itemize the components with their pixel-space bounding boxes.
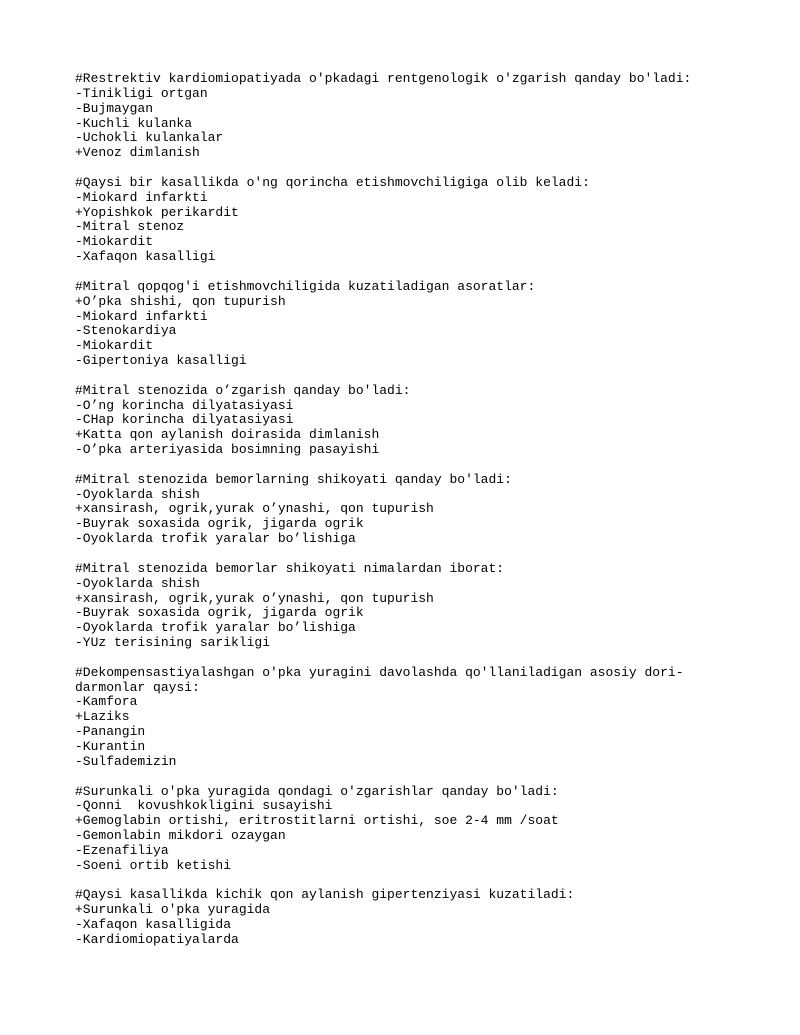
answer-option: -Buyrak soxasida ogrik, jigarda ogrik	[75, 605, 364, 621]
answer-option-correct: +xansirash, ogrik,yurak o’ynashi, qon tupurish	[75, 590, 434, 606]
answer-option-correct: +Venoz dimlanish	[75, 145, 200, 161]
answer-option: -Kardiomiopatiyalarda	[75, 931, 239, 947]
answer-option: -O’ng korincha dilyatasiyasi	[75, 397, 294, 413]
answer-option: -Kamfora	[75, 694, 138, 710]
question-block	[75, 666, 775, 770]
question-block	[75, 280, 775, 369]
answer-option: -Oyoklarda trofik yaralar bo’lishiga	[75, 620, 356, 636]
answer-option: -Sulfademizin	[75, 753, 177, 769]
question-text: #Mitral stenozida bemorlarning shikoyati qanday bo'ladi:	[75, 471, 512, 487]
question-block	[75, 384, 775, 458]
answer-option: -Oyoklarda shish	[75, 575, 200, 591]
question-text: #Surunkali o'pka yuragida qondagi o'zgarishlar qanday bo'ladi:	[75, 783, 559, 799]
answer-option: -Miokard infarkti	[75, 189, 208, 205]
answer-option-correct: +Laziks	[75, 709, 130, 725]
answer-option: -Tinikligi ortgan	[75, 85, 208, 101]
document-page	[75, 72, 775, 963]
answer-option: -CHap korincha dilyatasiyasi	[75, 412, 294, 428]
answer-option: -Soeni ortib ketishi	[75, 857, 232, 873]
answer-option: -Kurantin	[75, 738, 146, 754]
question-text: #Mitral stenozida bemorlar shikoyati nimalardan iborat:	[75, 560, 505, 576]
answer-option: -Buyrak soxasida ogrik, jigarda ogrik	[75, 516, 364, 532]
question-block	[75, 176, 775, 265]
question-text: #Mitral stenozida o’zgarish qanday bo'ladi:	[75, 382, 411, 398]
question-text: #Restrektiv kardiomiopatiyada o'pkadagi rentgenologik o'zgarish qanday bo'ladi:	[75, 71, 692, 86]
answer-option: -Stenokardiya	[75, 323, 177, 339]
answer-option-correct: +O’pka shishi, qon tupurish	[75, 293, 286, 309]
answer-option: -Miokard infarkti	[75, 308, 208, 324]
answer-option: -Oyoklarda shish	[75, 486, 200, 502]
answer-option-correct: +Gemoglabin ortishi, eritrostitlarni ortishi, soe 2-4 mm /soat	[75, 813, 559, 829]
answer-option: -O’pka arteriyasida bosimning pasayishi	[75, 442, 380, 458]
question-text: #Qaysi bir kasallikda o'ng qorincha etishmovchiligiga olib keladi:	[75, 174, 590, 190]
answer-option: -YUz terisining sarikligi	[75, 635, 271, 651]
answer-option: -Panangin	[75, 724, 146, 740]
answer-option: -Xafaqon kasalligi	[75, 249, 216, 265]
answer-option: -Gipertoniya kasalligi	[75, 353, 247, 369]
question-block	[75, 785, 775, 874]
answer-option: -Kuchli kulanka	[75, 115, 193, 131]
answer-option-correct: +Surunkali o'pka yuragida	[75, 902, 271, 918]
answer-option: -Qonni kovushkokligini susayishi	[75, 798, 333, 814]
answer-option: -Ezenafiliya	[75, 842, 169, 858]
answer-option: -Miokardit	[75, 234, 154, 250]
answer-option: -Uchokli kulankalar	[75, 130, 224, 146]
question-block	[75, 562, 775, 651]
answer-option: -Miokardit	[75, 338, 154, 354]
question-block	[75, 888, 775, 947]
answer-option-correct: +Katta qon aylanish doirasida dimlanish	[75, 427, 380, 443]
answer-option: -Bujmaygan	[75, 100, 154, 116]
answer-option: -Oyoklarda trofik yaralar bo’lishiga	[75, 531, 356, 547]
question-text: #Mitral qopqog'i etishmovchiligida kuzatiladigan asoratlar:	[75, 278, 536, 294]
answer-option: -Xafaqon kasalligida	[75, 917, 232, 933]
answer-option-correct: +xansirash, ogrik,yurak o’ynashi, qon tupurish	[75, 501, 434, 517]
question-block	[75, 473, 775, 547]
answer-option-correct: +Yopishkok perikardit	[75, 204, 239, 220]
answer-option: -Mitral stenoz	[75, 219, 185, 235]
answer-option: -Gemonlabin mikdori ozaygan	[75, 828, 286, 844]
question-block	[75, 72, 775, 161]
question-text: #Qaysi kasallikda kichik qon aylanish gipertenziyasi kuzatiladi:	[75, 887, 575, 903]
question-text: #Dekompensastiyalashgan o'pka yuragini davolashda qo'llaniladigan asosiy dori- darmonlar qaysi:	[75, 664, 684, 695]
